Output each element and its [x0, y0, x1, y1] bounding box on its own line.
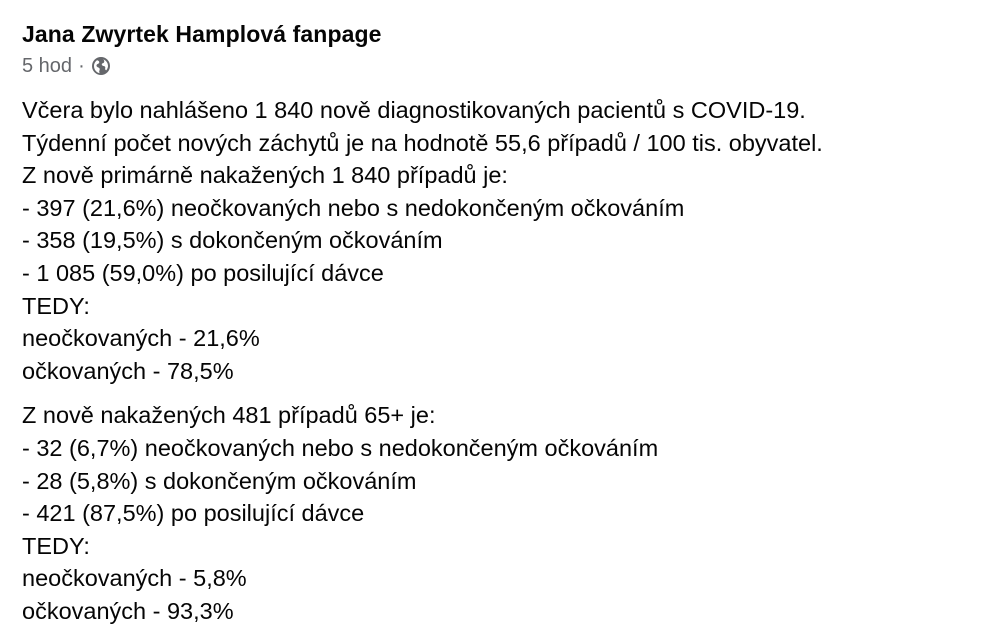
post-text-line: - 1 085 (59,0%) po posilující dávce	[22, 259, 384, 286]
post	[22, 18, 982, 628]
post-text-line: neočkovaných - 5,8%	[22, 565, 247, 592]
post-text-line: Z nově nakažených 481 případů 65+ je:	[22, 402, 436, 429]
post-text-line: očkovaných - 78,5%	[22, 357, 234, 384]
post-meta	[22, 52, 982, 80]
post-text-line: - 358 (19,5%) s dokončeným očkováním	[22, 227, 443, 254]
post-text-line: - 397 (21,6%) neočkovaných nebo s nedokončeným očkováním	[22, 194, 685, 221]
post-text-line: - 32 (6,7%) neočkovaných nebo s nedokončeným očkováním	[22, 434, 659, 461]
post-text-line: TEDY:	[22, 532, 90, 559]
post-text-line: - 421 (87,5%) po posilující dávce	[22, 500, 365, 527]
post-text-line: očkovaných - 93,3%	[22, 597, 234, 624]
post-text-line: neočkovaných - 21,6%	[22, 325, 260, 352]
globe-icon[interactable]	[91, 56, 111, 76]
post-author-name[interactable]: Jana Zwyrtek Hamplová fanpage	[22, 21, 382, 47]
post-timestamp[interactable]: 5 hod	[22, 54, 73, 77]
post-text-line: TEDY:	[22, 292, 90, 319]
post-text-line: - 28 (5,8%) s dokončeným očkováním	[22, 467, 417, 494]
post-body	[22, 94, 982, 628]
meta-separator: ·	[78, 54, 85, 77]
post-paragraph	[22, 399, 982, 627]
post-paragraph	[22, 94, 982, 387]
post-text-line: Z nově primárně nakažených 1 840 případů je:	[22, 162, 508, 189]
post-text-line: Včera bylo nahlášeno 1 840 nově diagnostikovaných pacientů s COVID-19.	[22, 97, 806, 123]
post-text-line: Týdenní počet nových záchytů je na hodnotě 55,6 případů / 100 tis. obyvatel.	[22, 129, 823, 156]
